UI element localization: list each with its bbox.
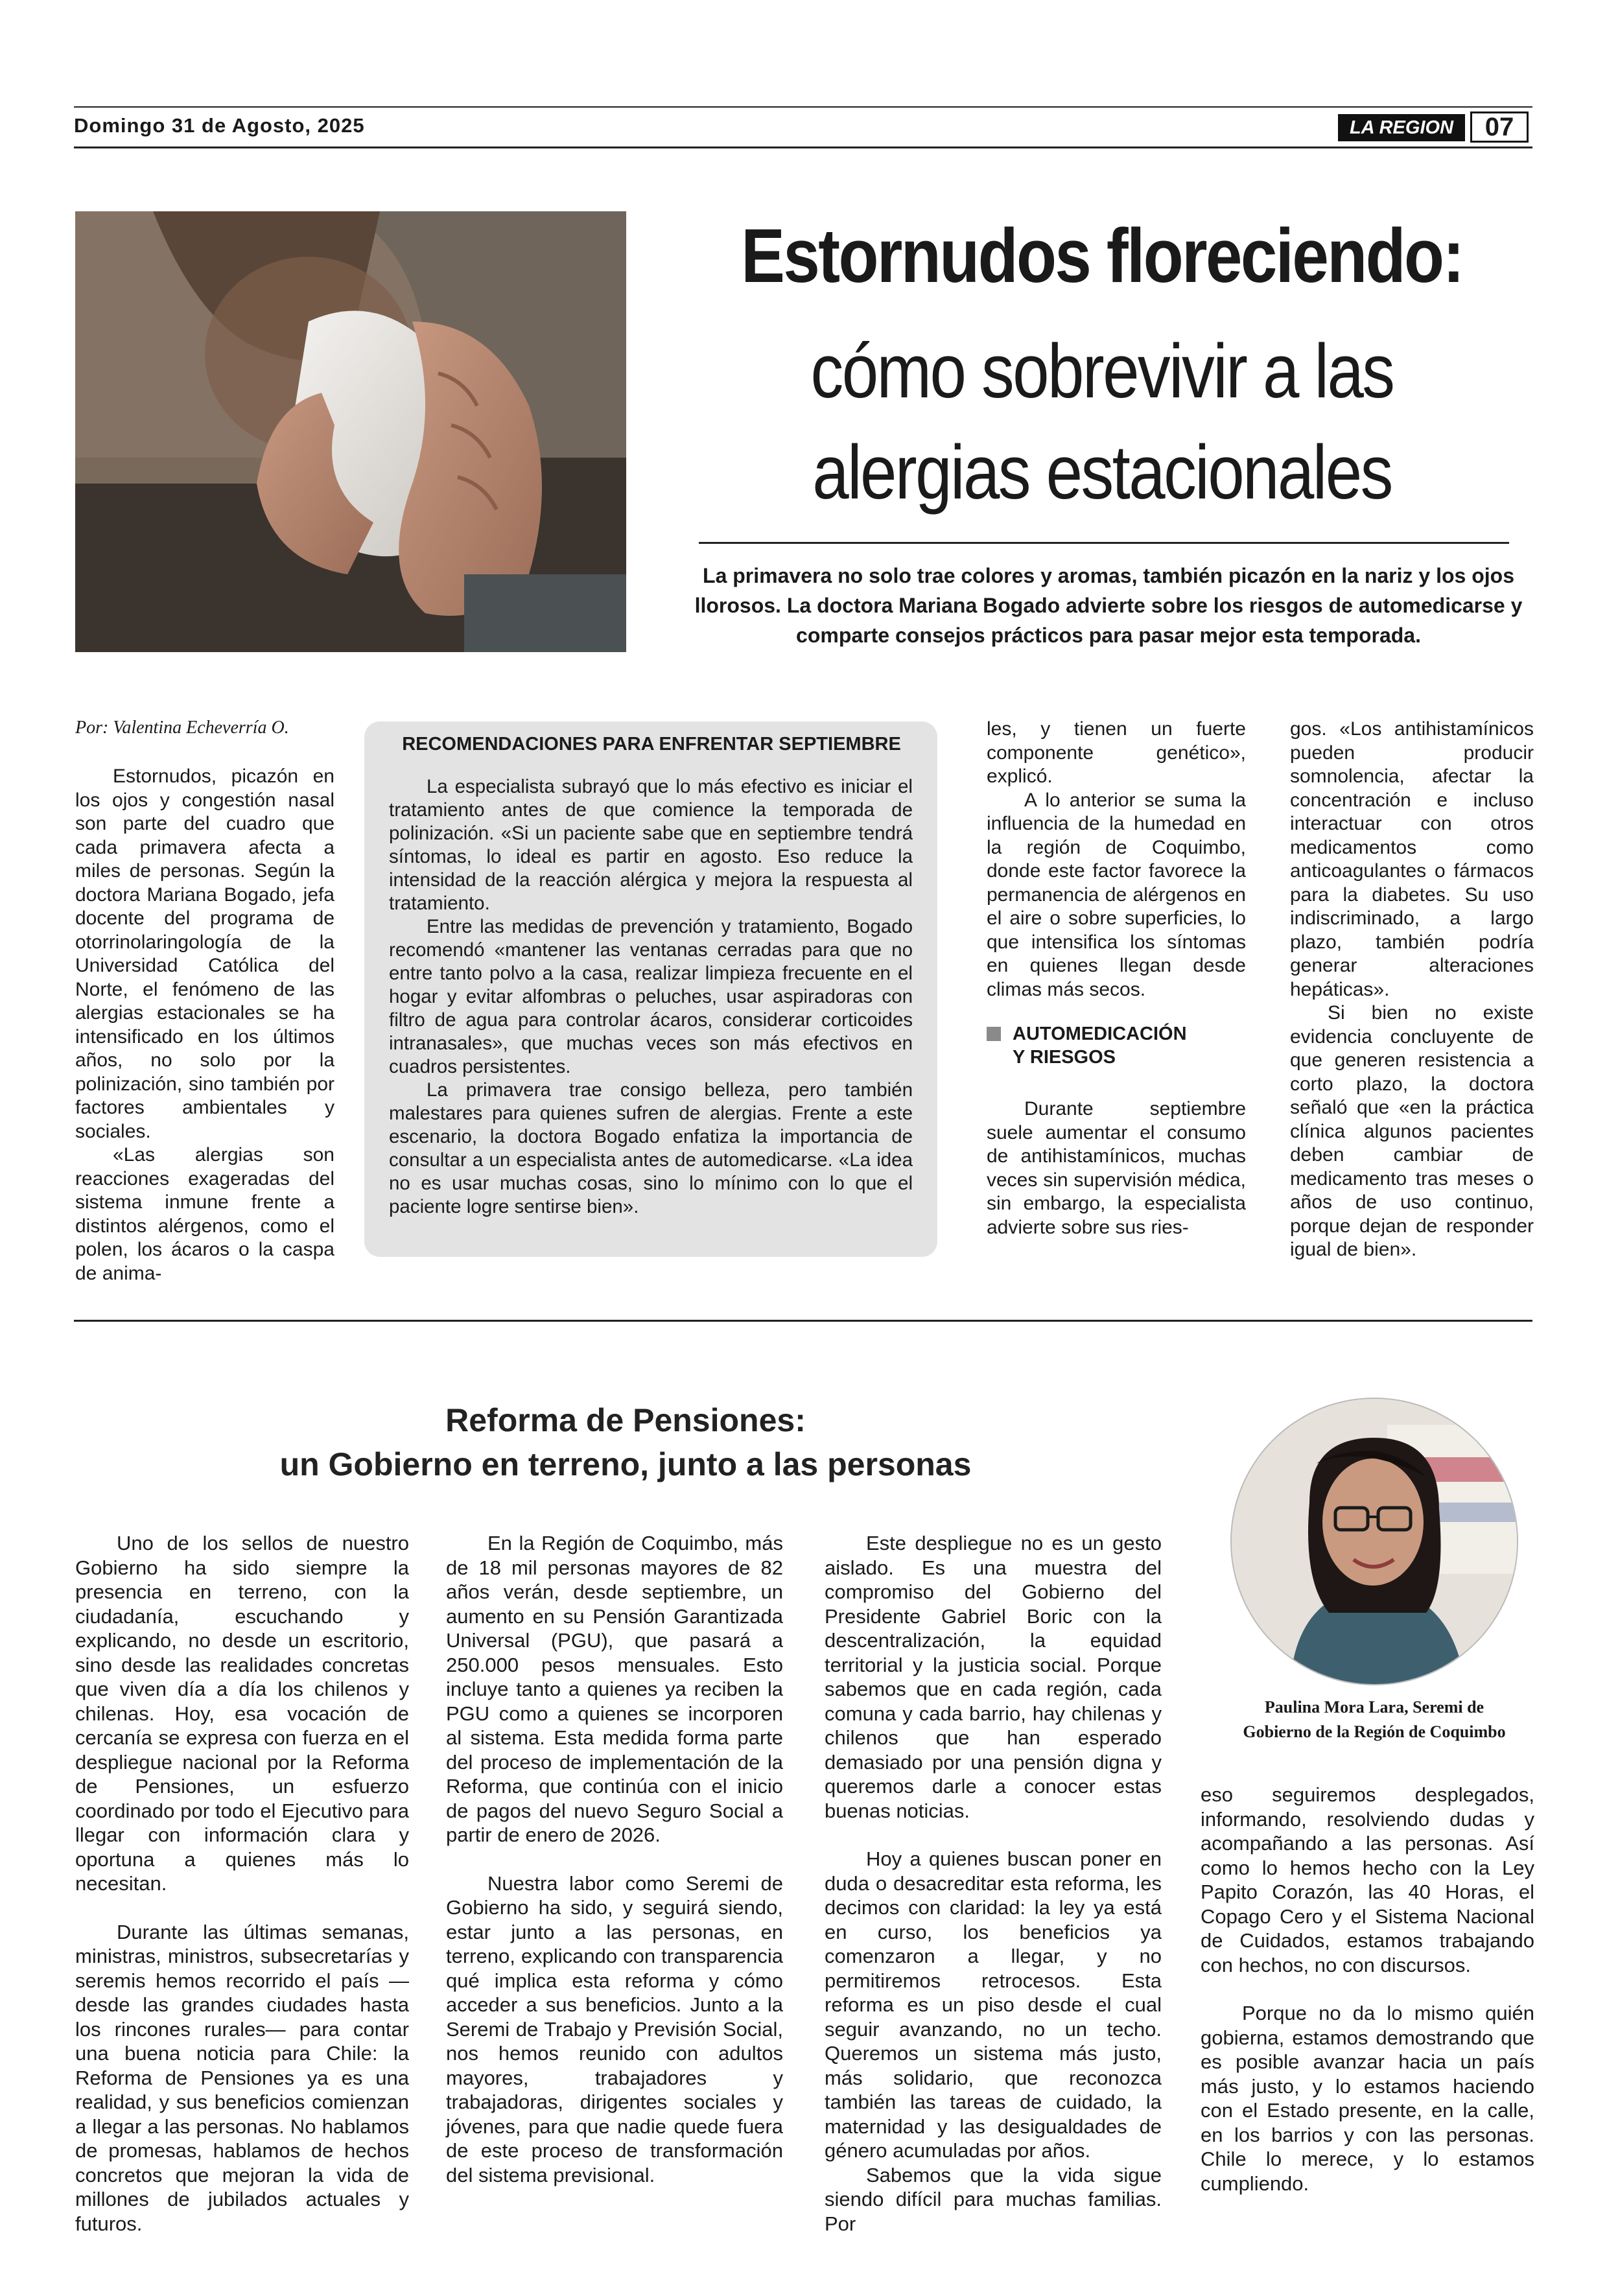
- square-bullet-icon: [987, 1027, 1001, 1041]
- author-portrait: [1232, 1399, 1517, 1684]
- opinion-title-line-2: un Gobierno en terreno, junto a las personas: [279, 1446, 972, 1482]
- paragraph: Sabemos que la vida sigue siendo difícil para muchas familias. Por: [825, 2163, 1162, 2235]
- paragraph: eso seguiremos desplegados, informando, resolviendo dudas y acompañando a las personas. Así como lo hemos hecho con la Ley Papito Corazón, las 40 Horas, el Copago Cero y el Sistema Nacional de Cuidados, estamos trabajando con hechos, no con discursos.: [1201, 1783, 1534, 1976]
- paragraph: La primavera trae consigo belleza, pero también malestares para quienes sufren de alergias. Frente a este escenario, la doctora Bogado enfatiza la importancia de consultar a un especialista antes de automedicarse. «La idea no es usar muchas cosas, sino lo mínimo con lo que el paciente logre sentirse bien».: [389, 1079, 913, 1217]
- opinion-title-line-1: Reforma de Pensiones:: [445, 1402, 806, 1438]
- article1-column-3: [987, 718, 1246, 1239]
- issue-date: Domingo 31 de Agosto, 2025: [74, 114, 365, 137]
- header-bottom-rule: [74, 146, 1532, 148]
- paragraph: Uno de los sellos de nuestro Gobierno ha sido siempre la presencia en terreno, con la ciudadanía, escuchando y explicando, no desde un escritorio, sino desde las realidades concretas que viven día a día los chilenos y chilenas. Hoy, esa vocación de cercanía se expresa con fuerza en el despliegue nacional por la Reforma de Pensiones, un esfuerzo coordinado por todo el Ejecutivo para llegar con información clara y oportuna a quienes más lo necesitan.: [75, 1532, 409, 1895]
- box-title: RECOMENDACIONES PARA ENFRENTAR SEPTIEMBRE: [402, 734, 901, 755]
- article2-column-1: [75, 1531, 409, 2236]
- paragraph: Entre las medidas de prevención y tratamiento, Bogado recomendó «mantener las ventanas cerradas para que no entre tanto polvo a la casa, realizar limpieza frecuente en el hogar y evitar alfombras o peluches, usar aspiradoras con filtro de agua para controlar ácaros, considerar corticoides intranasales», que muchas veces son más efectivos en cuadros persistentes.: [389, 916, 913, 1077]
- title-underline: [699, 542, 1509, 544]
- article-title-line-2: cómo sobrevivir a las: [810, 329, 1394, 414]
- header-top-rule: [74, 106, 1532, 108]
- newspaper-brand: LA REGION: [1338, 114, 1465, 141]
- paragraph: Nuestra labor como Seremi de Gobierno ha sido, y seguirá siendo, estar junto a las personas, en terreno, explicando con transparencia qué implica esta reforma y cómo acceder a sus beneficios. Junto a la Seremi de Trabajo y Previsión Social, nos hemos reunido con adultos mayores, trabajadores y trabajadoras, dirigentes sociales y jóvenes, para que nadie quede fuera de este proceso de transformación del sistema previsional.: [446, 1871, 783, 2186]
- portrait-caption: Paulina Mora Lara, Seremi de Gobierno de la Región de Coquimbo: [1243, 1698, 1506, 1741]
- paragraph: Si bien no existe evidencia concluyente de que generen resistencia a corto plazo, la doctora señaló que «en la práctica clínica algunos pacientes deben cambiar de medicamento tras meses o años de uso continuo, porque dejan de responder igual de bien».: [1290, 1002, 1534, 1260]
- paragraph: les, y tienen un fuerte componente genético», explicó.: [987, 718, 1246, 787]
- article1-column-4: [1290, 718, 1534, 1262]
- paragraph: La especialista subrayó que lo más efectivo es iniciar el tratamiento antes de que comience la temporada de polinización. «Si un paciente sabe que en septiembre tendrá síntomas, lo ideal es partir en agosto. Eso reduce la intensidad de la reacción alérgica y mejora la respuesta al tratamiento.: [389, 776, 913, 914]
- paragraph: Hoy a quienes buscan poner en duda o desacreditar esta reforma, les decimos con claridad: la ley ya está en curso, los beneficios ya comenzaron a llegar, y no permitiremos retrocesos. Esta reforma es un piso desde el cual seguir avanzando, no un techo. Queremos un sistema más justo, más solidario, que reconozca también las tareas de cuidado, la maternidad y las desigualdades de género acumuladas por años.: [825, 1847, 1162, 2162]
- paragraph: A lo anterior se suma la influencia de la humedad en la región de Coquimbo, donde este factor favorece la permanencia de alérgenos en el aire o sobre superficies, lo que intensifica los síntomas en quienes llegan desde climas más secos.: [987, 789, 1246, 1000]
- article-deck: La primavera no solo trae colores y aromas, también picazón en la nariz y los ojos llorosos. La doctora Mariana Bogado advierte sobre los riesgos de automedicarse y comparte consejos prácticos para pasar mejor esta temporada.: [694, 564, 1523, 647]
- sneezing-person-photo: [75, 211, 626, 652]
- article2-column-3: [825, 1531, 1162, 2236]
- paragraph: Estornudos, picazón en los ojos y congestión nasal son parte del cuadro que cada primavera afecta a miles de personas. Según la doctora Mariana Bogado, jefa docente del programa de otorrinolaringología de la Universidad Católica del Norte, el fenómeno de las alergias estacionales se ha intensificado en los últimos años, no solo por la polinización, sino también por factores ambientales y sociales.: [75, 766, 334, 1142]
- paragraph: Durante septiembre suele aumentar el consumo de antihistamínicos, muchas veces sin supervisión médica, sin embargo, la especialista advierte sobre sus ries-: [987, 1098, 1246, 1238]
- paragraph: Porque no da lo mismo quién gobierna, estamos demostrando que es posible avanzar hacia un país más justo, y lo estamos haciendo con el Estado presente, en la calle, en los barrios y con las personas. Chile lo merece, y lo estamos cumpliendo.: [1201, 2002, 1534, 2195]
- paragraph: En la Región de Coquimbo, más de 18 mil personas mayores de 82 años verán, desde septiembre, un aumento en su Pensión Garantizada Universal (PGU), que pasará a 250.000 pesos mensuales. Esto incluye tanto a quienes ya reciben la PGU como a quienes se incorporen al sistema. Esta medida forma parte del proceso de implementación de la Reforma, que continúa con el inicio de pagos del nuevo Seguro Social a partir de enero de 2026.: [446, 1532, 783, 1846]
- article1-column-1: [75, 765, 334, 1285]
- article-title-bold: Estornudos floreciendo:: [741, 213, 1463, 299]
- subheading: AUTOMEDICACIÓN Y RIESGOS: [987, 1022, 1246, 1069]
- box-body: [389, 775, 913, 1219]
- paragraph: Durante las últimas semanas, ministras, ministros, subsecretarías y seremis hemos recorrido el país —desde las grandes ciudades hasta los rincones rurales— para contar una buena noticia para Chile: la Reforma de Pensiones ya es una realidad, y sus beneficios comienzan a llegar a las personas. No hablamos de promesas, hablamos de hechos concretos que mejoran la vida de millones de jubilados actuales y futuros.: [75, 1920, 409, 2235]
- paragraph: gos. «Los antihistamínicos pueden producir somnolencia, afectar la concentración e incluso interactuar con otros medicamentos como anticoagulantes o fármacos para la diabetes. Su uso indiscriminado, a largo plazo, también podría generar alteraciones hepáticas».: [1290, 718, 1534, 1000]
- article-title-line-3: alergias estacionales: [812, 430, 1392, 515]
- byline: Por: Valentina Echeverría O.: [75, 718, 289, 738]
- article2-column-4: [1201, 1783, 1534, 2196]
- article-separator: [74, 1320, 1532, 1322]
- page-number: 07: [1470, 111, 1529, 143]
- paragraph: «Las alergias son reacciones exageradas del sistema inmune frente a distintos alérgenos, como el polen, los ácaros o la caspa de anima-: [75, 1144, 334, 1284]
- article2-column-2: [446, 1531, 783, 2187]
- paragraph: Este despliegue no es un gesto aislado. Es una muestra del compromiso del Gobierno del Presidente Gabriel Boric con la descentralización, la equidad territorial y la justicia social. Porque sabemos que en cada región, cada comuna y cada barrio, hay chilenas y chilenos que han esperado demasiado por una pensión digna y queremos darle a conocer estas buenas noticias.: [825, 1532, 1162, 1822]
